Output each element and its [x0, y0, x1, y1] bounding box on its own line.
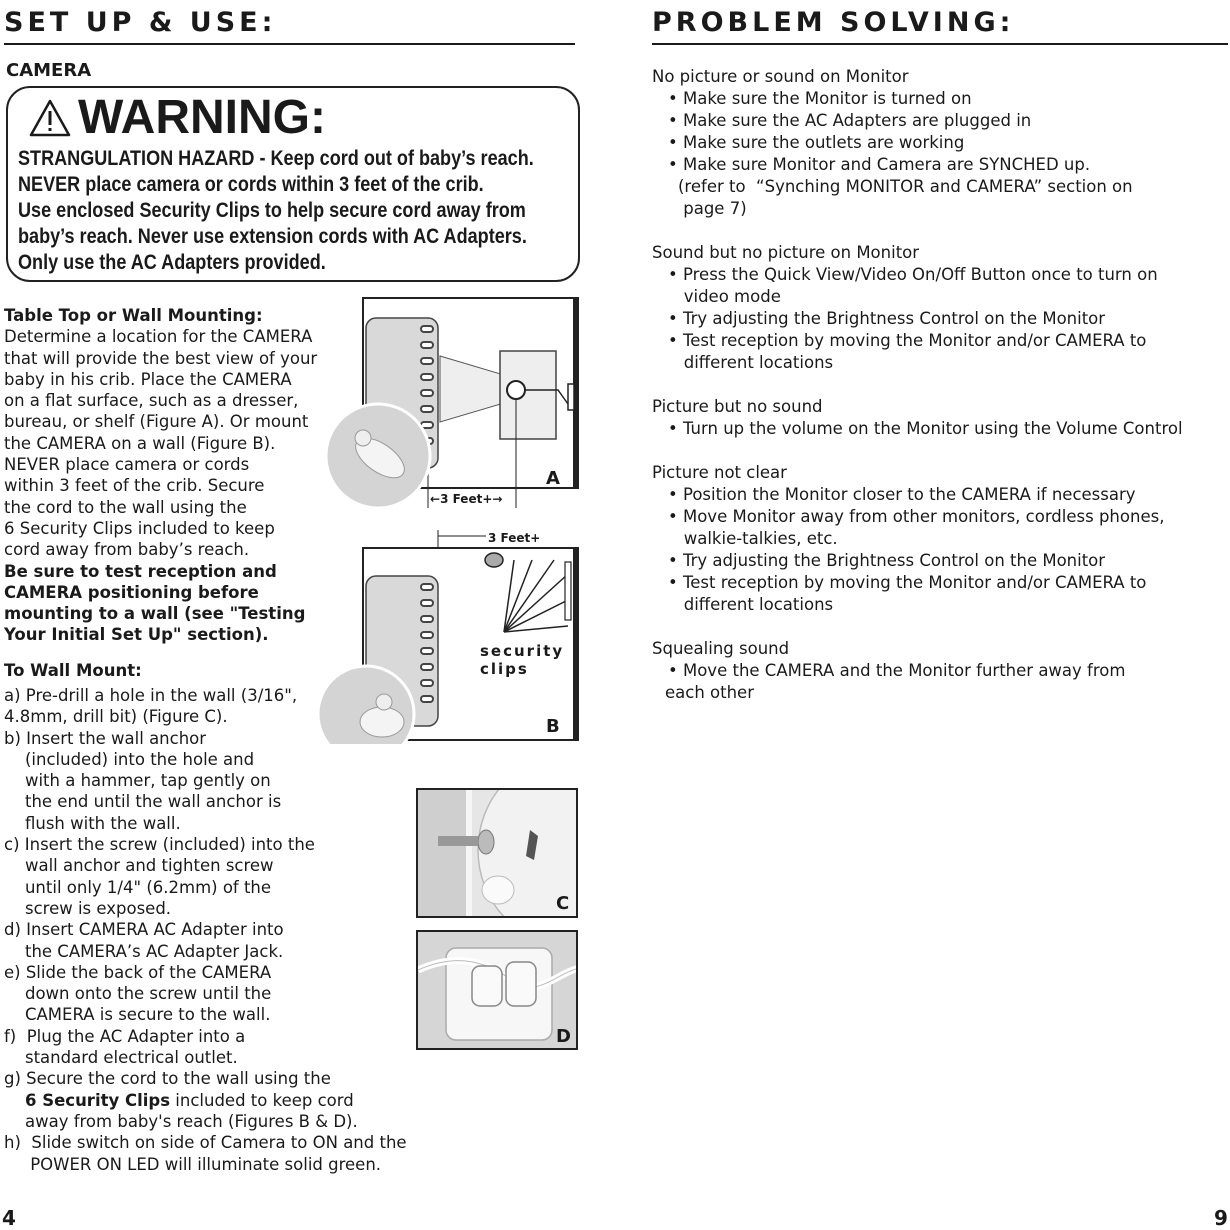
problem-item: different locations	[668, 353, 834, 372]
step-line: h) Slide switch on side of Camera to ON and the	[4, 1133, 407, 1153]
wall-mount-title: To Wall Mount:	[4, 661, 142, 680]
problem-picture-not-clear	[652, 462, 1164, 616]
step-line: away from baby's reach (Figures B & D).	[4, 1111, 358, 1131]
step-line: e) Slide the back of the CAMERA	[4, 962, 272, 982]
problem-title: Picture not clear	[652, 463, 787, 482]
warning-line: Only use the AC Adapters provided.	[18, 251, 326, 274]
problem-title: Picture but no sound	[652, 397, 823, 416]
problem-item: • Test reception by moving the Monitor and/or CAMERA to	[668, 331, 1147, 350]
mounting-bold-line: CAMERA positioning before	[4, 582, 259, 602]
step-line	[4, 1068, 407, 1089]
step-line: a) Pre-drill a hole in the wall (3/16",	[4, 686, 298, 705]
step-line	[4, 1090, 407, 1111]
figure-b-letter: B	[546, 716, 560, 737]
figure-b-dimension-label: 3 Feet+	[488, 531, 541, 545]
left-heading-rule	[4, 43, 575, 45]
mounting-title: Table Top or Wall Mounting:	[4, 306, 263, 325]
step-line: b) Insert the wall anchor	[4, 728, 207, 748]
warning-title: WARNING:	[78, 91, 326, 144]
mounting-line: within 3 feet of the crib. Secure	[4, 476, 265, 496]
step-line: the CAMERA’s AC Adapter Jack.	[4, 941, 284, 961]
mounting-line: cord away from baby’s reach.	[4, 540, 250, 560]
camera-subheading: CAMERA	[6, 60, 92, 81]
problem-item: video mode	[668, 287, 781, 306]
mounting-line: Determine a location for the CAMERA	[4, 327, 313, 347]
figure-d-photo	[416, 930, 578, 1050]
warning-text	[18, 146, 534, 276]
figure-b-illustration	[318, 526, 580, 744]
problem-item: • Try adjusting the Brightness Control on the Monitor	[668, 551, 1106, 570]
figure-a-letter: A	[546, 468, 560, 489]
figure-b-dimension	[488, 531, 540, 545]
problem-item: • Make sure the outlets are working	[668, 133, 965, 152]
dimension-arrow-left-icon: ←	[430, 492, 441, 506]
step-line: flush with the wall.	[4, 813, 181, 833]
left-page-heading: SET UP & USE:	[4, 7, 277, 38]
figure-c-image	[418, 790, 578, 918]
mounting-line: NEVER place camera or cords	[4, 455, 250, 475]
problem-item: • Make sure the AC Adapters are plugged in	[668, 111, 1032, 130]
figure-d-image	[418, 932, 578, 1050]
problem-item: • Make sure the Monitor is turned on	[668, 89, 972, 108]
problem-item-continuation: page 7)	[678, 199, 747, 218]
problem-item-continuation: (refer to “Synching MONITOR and CAMERA” section on	[678, 177, 1133, 196]
warning-line: NEVER place camera or cords within 3 feet of the crib.	[18, 173, 484, 196]
figure-a-dimension-label: 3 Feet+	[440, 492, 493, 506]
wall-mount-steps	[4, 685, 407, 1175]
mounting-line: baby in his crib. Place the CAMERA	[4, 369, 292, 389]
warning-line: baby’s reach. Never use extension cords with AC Adapters.	[18, 225, 527, 248]
warning-lead: STRANGULATION HAZARD	[18, 147, 255, 170]
step-line: screw is exposed.	[4, 898, 172, 918]
warning-triangle-icon	[28, 98, 72, 138]
step-g-text: included to keep cord	[170, 1090, 354, 1110]
mounting-line: the cord to the wall using the	[4, 497, 247, 517]
security-clips-line: security	[480, 642, 565, 660]
left-page-number: 4	[2, 1206, 16, 1230]
step-g-bold: 6 Security Clips	[24, 1090, 171, 1110]
security-clips-label	[480, 642, 564, 678]
step-line: (included) into the hole and	[4, 749, 255, 769]
step-line: standard electrical outlet.	[4, 1048, 238, 1068]
problem-sound-no-picture	[652, 242, 1158, 374]
right-page-heading: PROBLEM SOLVING:	[652, 7, 1015, 38]
step-line: 4.8mm, drill bit) (Figure C).	[4, 707, 228, 727]
step-line: wall anchor and tighten screw	[4, 856, 274, 876]
step-line: f) Plug the AC Adapter into a	[4, 1026, 246, 1046]
problem-item: • Press the Quick View/Video On/Off Button once to turn on	[668, 265, 1158, 284]
figure-d-letter: D	[556, 1026, 571, 1047]
mounting-line: on a flat surface, such as a dresser,	[4, 391, 299, 411]
problem-title: Sound but no picture on Monitor	[652, 243, 920, 262]
step-g-text: g) Secure the cord to the wall using the	[4, 1069, 331, 1089]
problem-item: • Position the Monitor closer to the CAMERA if necessary	[668, 485, 1136, 504]
problem-squealing-sound	[652, 638, 1125, 704]
warning-line: - Keep cord out of baby’s reach.	[254, 147, 534, 170]
security-clips-line: clips	[480, 660, 529, 678]
mounting-bold-line: Your Initial Set Up" section).	[4, 625, 269, 645]
problem-title: Squealing sound	[652, 639, 790, 658]
problem-no-picture-or-sound	[652, 66, 1133, 220]
problem-item: • Move Monitor away from other monitors, cordless phones,	[668, 507, 1165, 526]
step-line: POWER ON LED will illuminate solid green.	[4, 1154, 382, 1174]
step-line: down onto the screw until the	[4, 984, 272, 1004]
warning-line: Use enclosed Security Clips to help secure cord away from	[18, 199, 526, 222]
step-line: the end until the wall anchor is	[4, 792, 282, 812]
problem-item: • Turn up the volume on the Monitor using the Volume Control	[668, 419, 1183, 438]
figure-c-letter: C	[556, 893, 570, 914]
problem-item: • Move the CAMERA and the Monitor further away from	[668, 661, 1126, 680]
problem-item: each other	[665, 683, 754, 702]
mounting-line: the CAMERA on a wall (Figure B).	[4, 433, 276, 453]
mounting-bold-line: Be sure to test reception and	[4, 561, 277, 581]
right-heading-rule	[652, 43, 1228, 45]
right-page-number: 9	[1214, 1206, 1228, 1230]
figure-a-dimension	[430, 492, 502, 506]
mounting-line: that will provide the best view of your	[4, 348, 318, 368]
dimension-arrow-right-icon: →	[492, 492, 503, 506]
step-line: c) Insert the screw (included) into the	[4, 835, 315, 855]
problem-item: • Make sure Monitor and Camera are SYNCHED up.	[668, 155, 1091, 174]
step-line: CAMERA is secure to the wall.	[4, 1005, 271, 1025]
step-line: with a hammer, tap gently on	[4, 771, 271, 791]
problem-item: • Try adjusting the Brightness Control on the Monitor	[668, 309, 1106, 328]
problem-title: No picture or sound on Monitor	[652, 67, 909, 86]
mounting-bold-line: mounting to a wall (see "Testing	[4, 604, 306, 624]
step-line: until only 1/4" (6.2mm) of the	[4, 877, 272, 897]
mounting-line: 6 Security Clips included to keep	[4, 518, 275, 538]
problem-item: • Test reception by moving the Monitor and/or CAMERA to	[668, 573, 1147, 592]
problem-picture-no-sound	[652, 396, 1183, 440]
figure-c-photo	[416, 788, 578, 918]
figure-a-illustration	[318, 296, 580, 516]
mounting-section	[4, 305, 317, 646]
problem-item: walkie-talkies, etc.	[668, 529, 838, 548]
step-line: d) Insert CAMERA AC Adapter into	[4, 920, 284, 940]
mounting-line: bureau, or shelf (Figure A). Or mount	[4, 412, 309, 432]
problem-item: different locations	[668, 595, 834, 614]
